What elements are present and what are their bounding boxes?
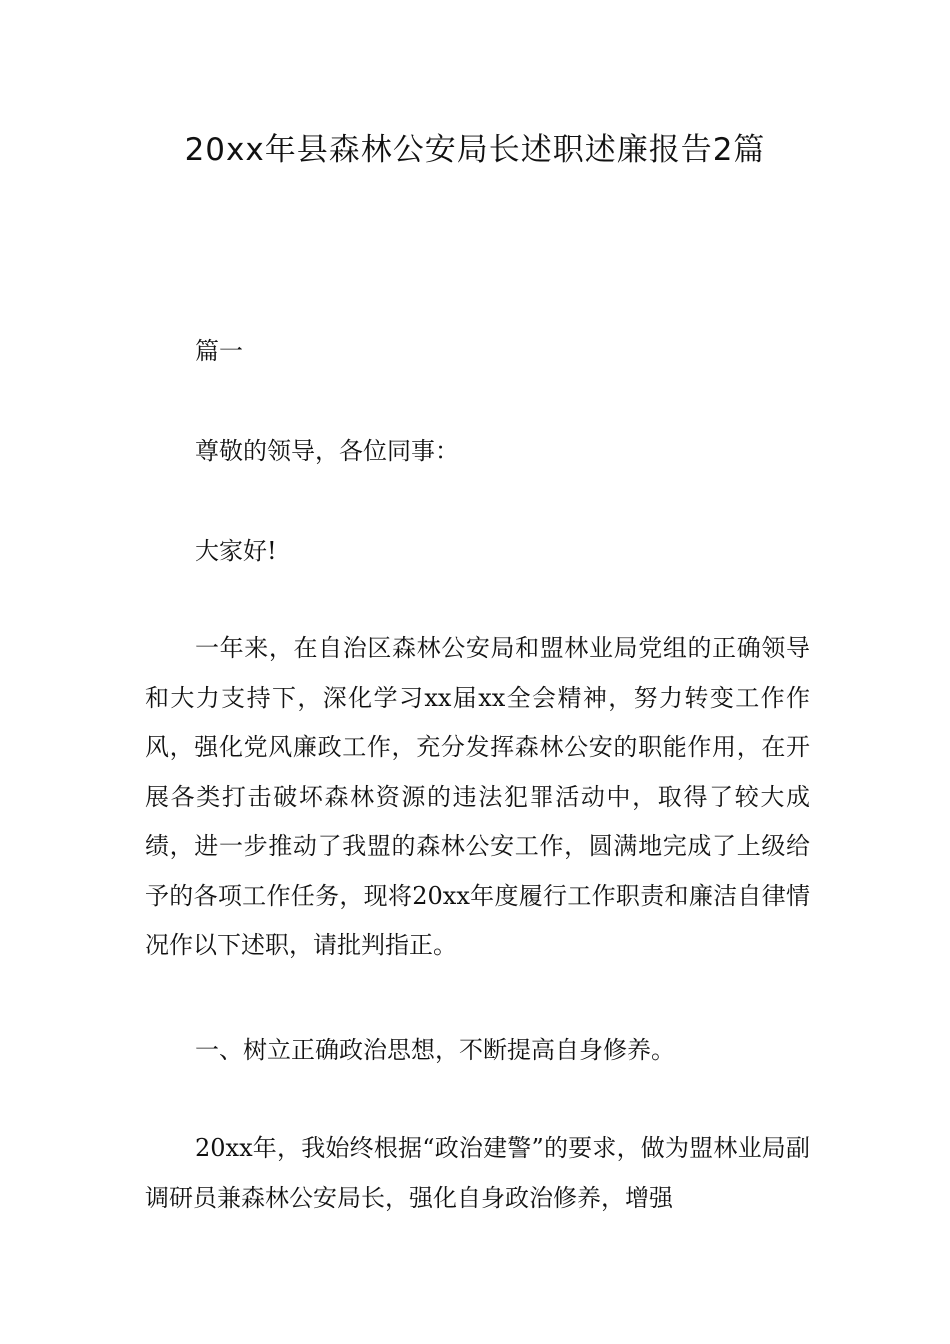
body-paragraph-1: 一年来，在自治区森林公安局和盟林业局党组的正确领导和大力支持下，深化学习xx届xx全会精神，努力转变工作作风，强化党风廉政工作，充分发挥森林公安的职能作用，在开展各类打击破坏森林资源的违法犯罪活动中，取得了较大成绩，进一步推动了我盟的森林公安工作，圆满地完成了上级给予的各项工作任务，现将20xx年度履行工作职责和廉洁自律情况作以下述职，请批判指正。 [145, 634, 810, 959]
hello-line: 大家好! [195, 537, 277, 565]
document-title: 20xx年县森林公安局长述职述廉报告2篇 [184, 132, 766, 168]
subheading-1: 一、树立正确政治思想，不断提高自身修养。 [195, 1036, 675, 1064]
greeting-line: 尊敬的领导，各位同事： [195, 437, 459, 465]
body-paragraph-2: 20xx年，我始终根据“政治建警”的要求，做为盟林业局副调研员兼森林公安局长，强化自身政治修养，增强 [145, 1134, 810, 1212]
section-heading: 篇一 [195, 337, 243, 365]
